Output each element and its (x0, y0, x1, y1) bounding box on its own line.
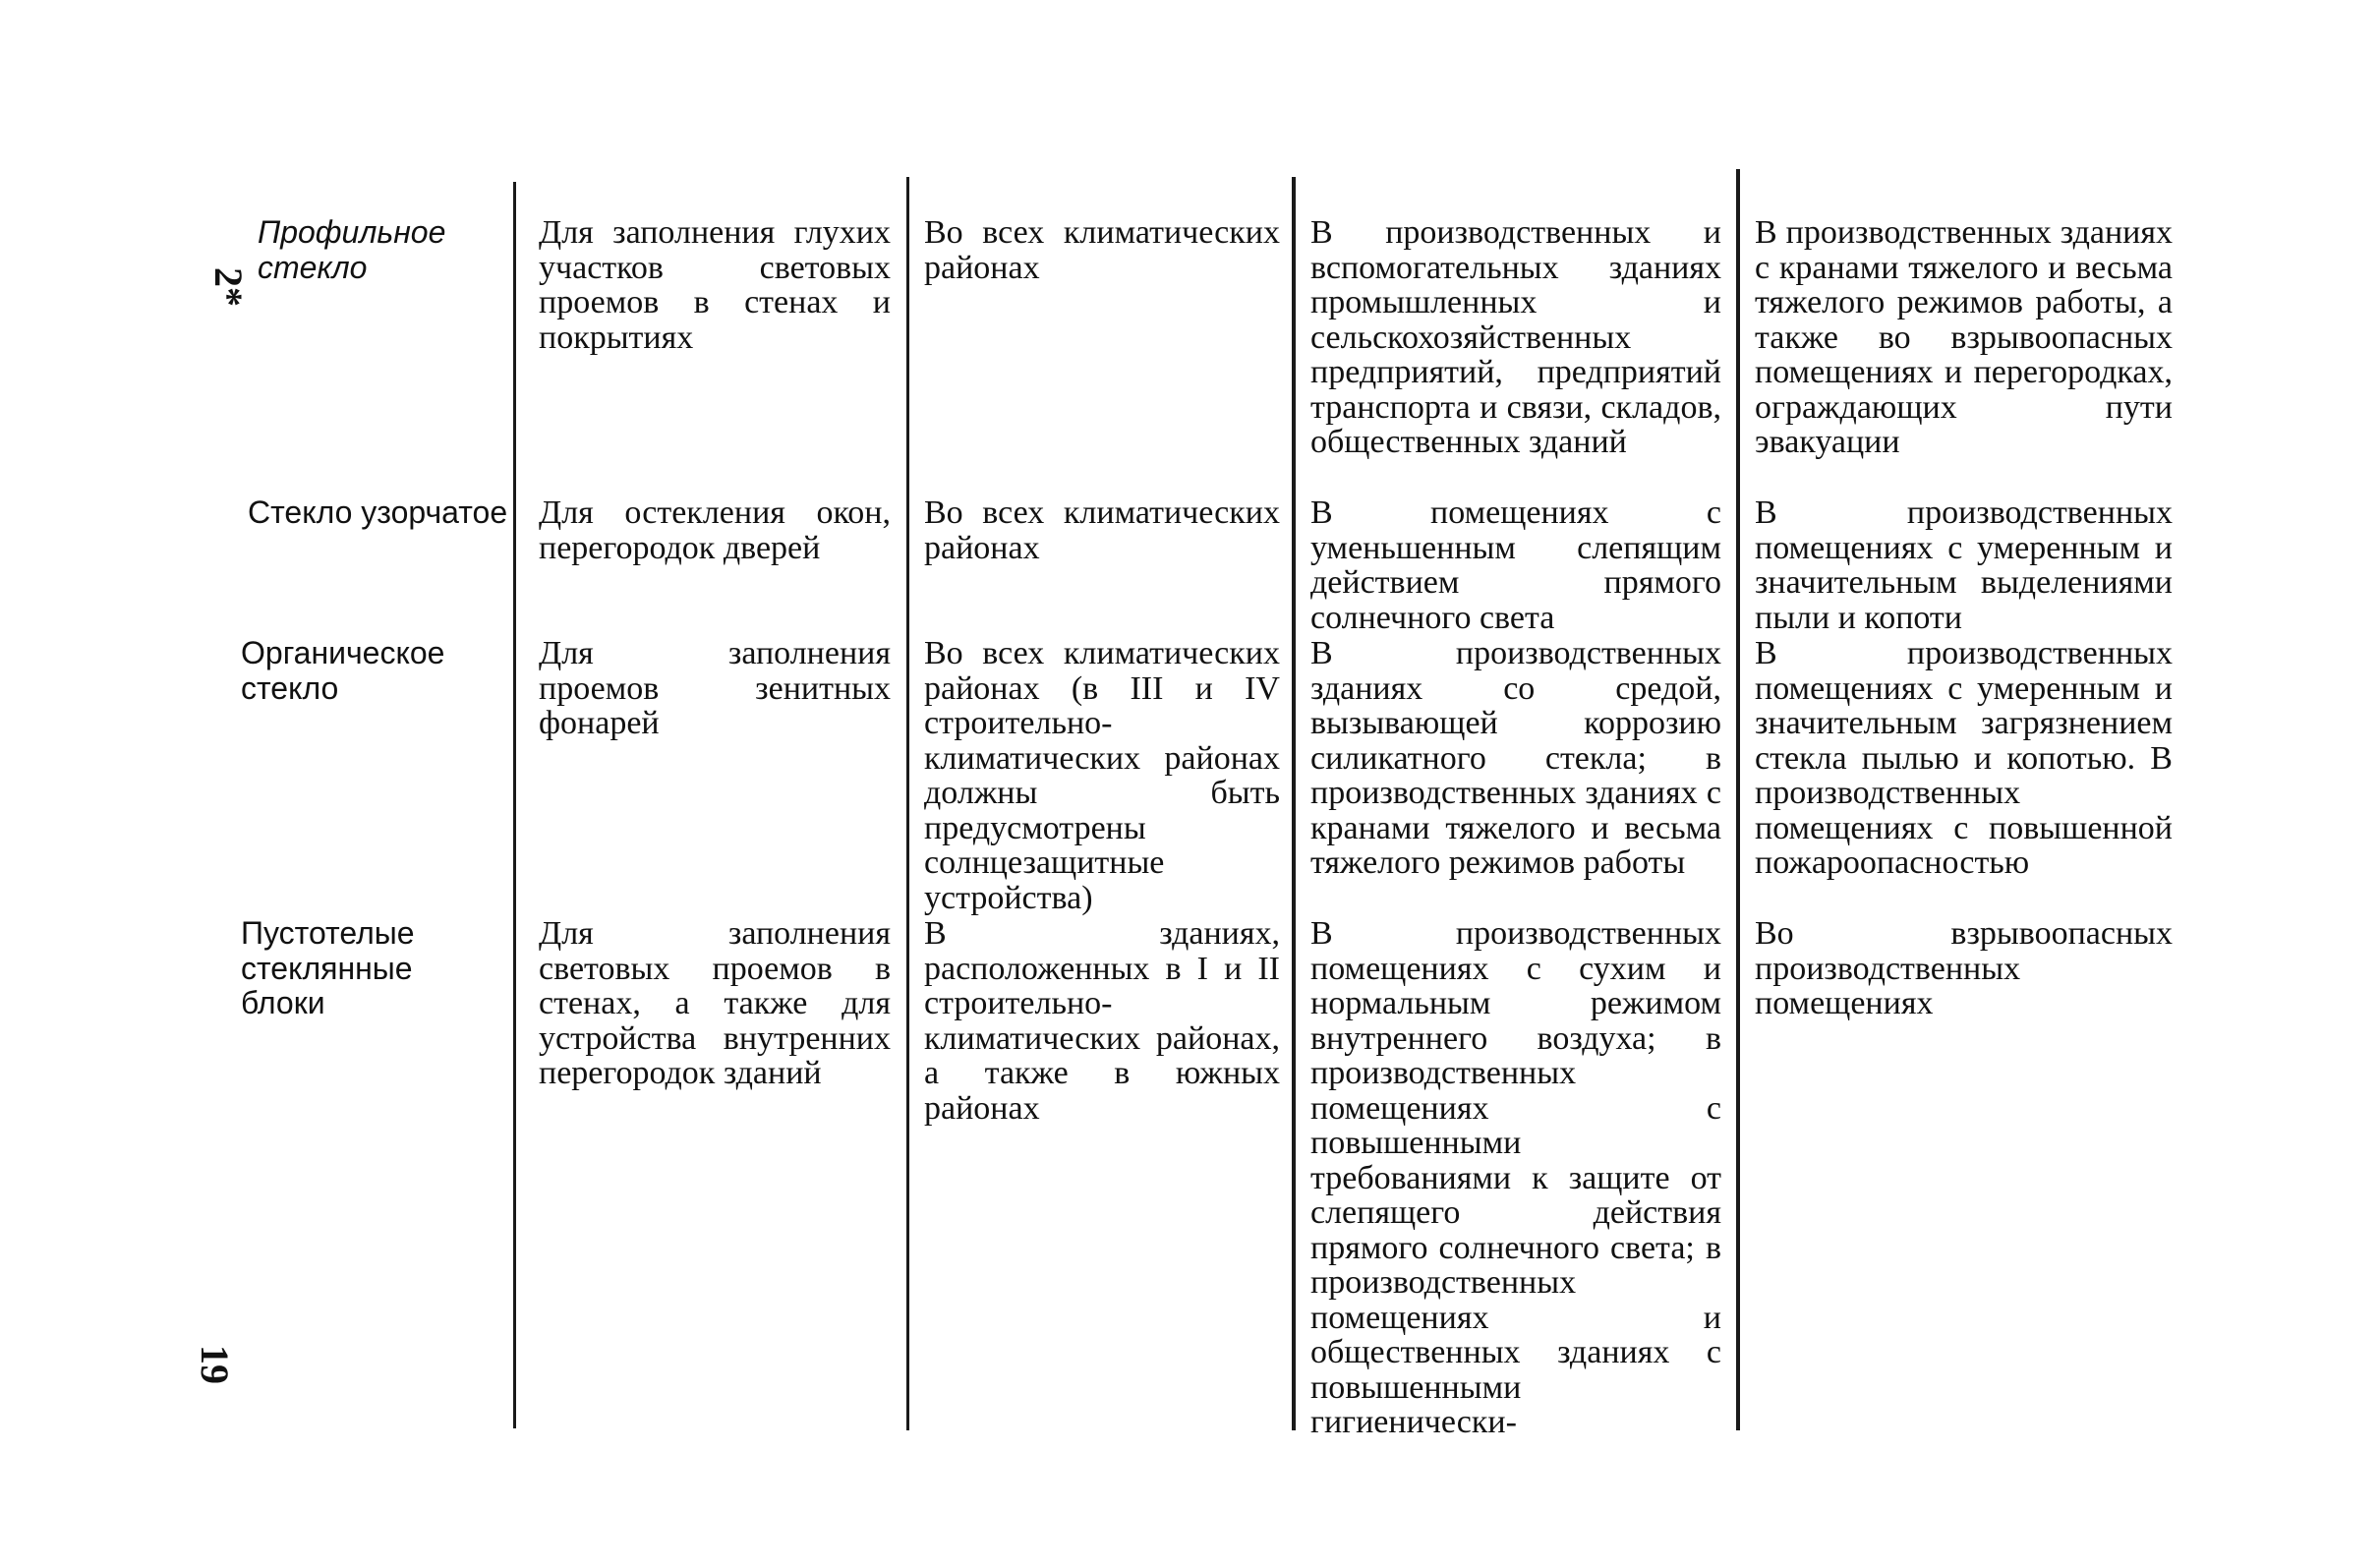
recommended-cell: В помещениях с уменьшенным слепящим действием прямого солнечного света (1310, 494, 1721, 636)
column-divider-1 (513, 182, 516, 1428)
column-divider-2 (906, 177, 909, 1430)
regions-cell: Во всех климатических районах (924, 214, 1280, 286)
material-cell: Стекло узорчатое (248, 494, 508, 530)
material-cell: Органическое стекло (241, 635, 445, 706)
column-divider-3 (1292, 177, 1296, 1430)
prohibited-cell: Во взрывоопасных производственных помещениях (1755, 915, 2173, 1021)
column-divider-4 (1736, 169, 1740, 1430)
recommended-cell: В производственных зданиях со средой, вызывающей коррозию силикатного стекла; в производственных зданиях с кранами тяжелого и весьма тяжелого режимов работы (1310, 635, 1721, 881)
purpose-cell: Для заполнения глухих участков световых проемов в стенах и покрытиях (539, 214, 891, 356)
material-cell: Пустотелые стеклянные блоки (241, 915, 415, 1020)
recommended-cell: В производственных и вспомогательных зданиях промышленных и сельскохозяйственных предприятий, предприятий транспорта и связи, складов, общественных зданий (1310, 214, 1721, 460)
regions-cell: Во всех климатических районах (в III и IV строительно-климатических районах должны быть предусмотрены солнцезащитные устройства) (924, 635, 1280, 916)
page-number: 19 (193, 1345, 237, 1384)
purpose-cell: Для заполнения проемов зенитных фонарей (539, 635, 891, 741)
purpose-cell: Для заполнения световых проемов в стенах, а также для устройства внутренних перегородок зданий (539, 915, 891, 1091)
prohibited-cell: В производственных помещениях с умеренным и значительным загрязнением стекла пылью и копотью. В производственных помещениях с повышенной пожароопасностью (1755, 635, 2173, 881)
signature-mark: 2* (206, 267, 251, 307)
recommended-cell: В производственных помещениях с сухим и нормальным режимом внутреннего воздуха; в производственных помещениях с повышенными требованиями к защите от слепящего действия прямого солнечного света; в производственных помещениях и общественных зданиях с повышенными гигиенически- (1310, 915, 1721, 1440)
regions-cell: Во всех климатических районах (924, 494, 1280, 566)
prohibited-cell: В производственных зданиях с кранами тяжелого и весьма тяжелого режимов работы, а также во взрывоопасных помещениях и перегородках, ограждающих пути эвакуации (1755, 214, 2173, 460)
prohibited-cell: В производственных помещениях с умеренным и значительным выделениями пыли и копоти (1755, 494, 2173, 636)
material-cell: Профильное стекло (258, 214, 446, 285)
regions-cell: В зданиях, расположенных в I и II строительно-климатических районах, а также в южных районах (924, 915, 1280, 1127)
purpose-cell: Для остекления окон, перегородок дверей (539, 494, 891, 566)
